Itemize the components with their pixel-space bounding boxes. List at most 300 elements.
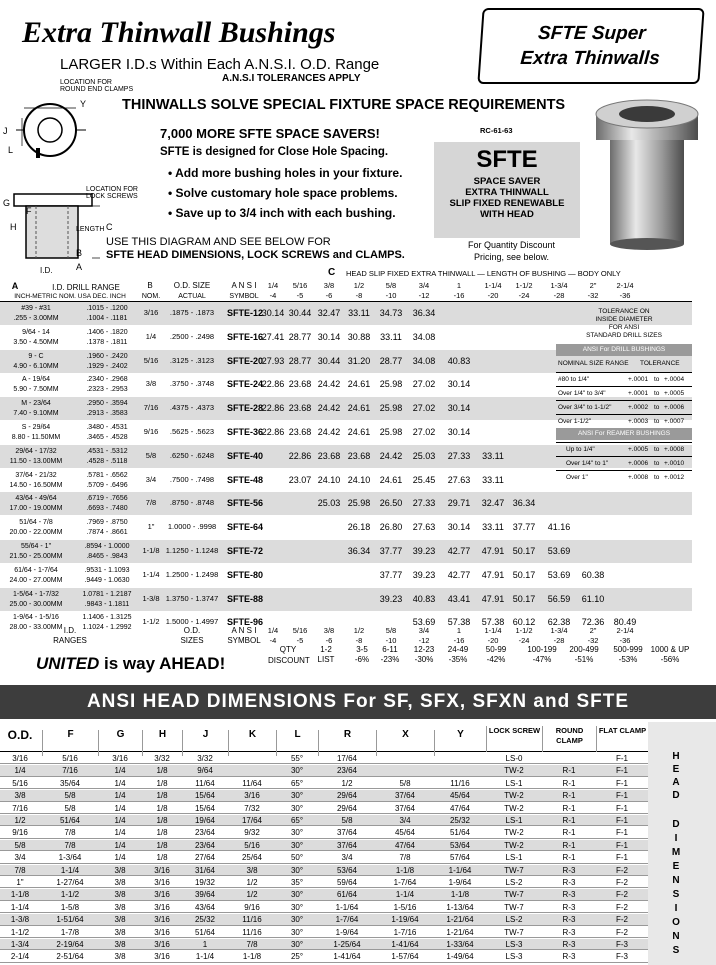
footer-length-col-1: 5/16 -5 xyxy=(292,626,308,645)
head-dim-cell: 5/16 xyxy=(62,754,78,763)
price-cell: 30.14 xyxy=(447,522,471,533)
head-dim-cell: 7/8 xyxy=(64,840,76,850)
head-dim-cell: 9/32 xyxy=(244,828,260,838)
head-dim-cell: 3/16 xyxy=(154,915,170,925)
head-dim-cell: 9/64 xyxy=(197,766,213,776)
head-dim-cell: 1-1/8 xyxy=(395,865,415,875)
price-cell: 26.50 xyxy=(379,498,403,509)
head-dim-cell: 51/64 xyxy=(449,828,471,838)
length-col-2: 3/8 -6 xyxy=(323,281,335,300)
price-cell: 30.88 xyxy=(347,331,371,342)
head-dim-cell: LS-3 xyxy=(505,952,523,962)
ansi-tolerance-note: A.N.S.I TOLERANCES APPLY xyxy=(222,73,361,84)
price-cell: 30.14 xyxy=(447,427,471,437)
footer-length-col-3: 1/2 -8 xyxy=(353,626,365,645)
tol-low: +.0002 xyxy=(628,404,649,411)
price-cell: 60.38 xyxy=(581,569,605,580)
price-cell: 24.61 xyxy=(347,403,371,414)
b-nominal: 1-1/2 xyxy=(142,617,160,627)
head-dim-cell: F-3 xyxy=(616,940,628,949)
head-dim-cell: TW-7 xyxy=(504,890,524,900)
footer-length-col-11: 2-1/4 -36 xyxy=(616,626,634,645)
price-cell: 24.10 xyxy=(347,474,371,485)
head-dim-cell: 1-49/64 xyxy=(446,952,474,962)
head-dim-cell: 3/16 xyxy=(112,754,128,763)
tol-to: to xyxy=(654,376,660,383)
od-actual: .8750 - .8748 xyxy=(169,498,215,508)
footer-length-col-7: 1-1/4 -20 xyxy=(484,626,502,645)
price-cell: 56.59 xyxy=(547,593,571,604)
od-actual: 1.0000 - .9998 xyxy=(167,522,217,532)
head-dim-cell: 53/64 xyxy=(449,840,471,850)
head-dim-cell: 1-19/64 xyxy=(391,915,419,925)
price-cell: 30.44 xyxy=(288,308,312,318)
b-nominal: 1/4 xyxy=(145,331,157,341)
discount-col: 12-23 -30% xyxy=(413,645,435,664)
head-dim-cell: 11/16 xyxy=(242,915,262,925)
head-dim-cell: 1/2 xyxy=(341,778,353,788)
head-dim-cell: 30° xyxy=(290,890,304,900)
discount-table xyxy=(268,645,692,669)
tol-low: +.0005 xyxy=(628,446,649,453)
col-inch-header: INCH-METRIC NOM. USA DEC. INCH xyxy=(14,293,126,300)
head-dim-cell: R-1 xyxy=(562,778,576,788)
head-dim-cell: F-1 xyxy=(616,803,628,813)
discount-col: 100-199 -47% xyxy=(527,645,557,664)
head-dim-cell: 59/64 xyxy=(336,878,358,887)
head-dim-cell: 50° xyxy=(290,853,304,863)
head-dim-cell: 3/8 xyxy=(114,890,126,900)
od-actual: .5625 - .5623 xyxy=(169,427,215,436)
head-dim-cell: 1/8 xyxy=(156,766,168,776)
head-dim-cell: 37/64 xyxy=(336,840,358,850)
dim-id: I.D. xyxy=(40,266,53,275)
dim-y: Y xyxy=(80,99,87,109)
dim-l: L xyxy=(8,145,14,155)
price-cell: 47.91 xyxy=(481,569,505,580)
head-dim-cell: 1" xyxy=(16,878,24,887)
price-cell: 28.77 xyxy=(288,331,312,342)
head-dim-cell: 3/8 xyxy=(246,865,258,875)
length-col-8: 1-1/2 -24 xyxy=(515,281,533,300)
tol-high: +.0004 xyxy=(664,376,685,383)
head-dim-cell: 1-1/4 xyxy=(195,952,215,962)
drill-range-letter: 61/64 - 1-7/64 24.00 - 27.00MM xyxy=(9,566,63,584)
head-dim-cell: 5/8 xyxy=(399,778,411,788)
head-dim-cell: LS-1 xyxy=(505,778,523,788)
price-cell: 57.38 xyxy=(481,617,505,628)
reamer-tolerance-row xyxy=(556,442,692,455)
side-label xyxy=(648,722,716,965)
head-dim-cell: 5/16 xyxy=(12,778,28,788)
b-nominal: 1-1/4 xyxy=(142,569,160,579)
head-dim-cell: 2-51/64 xyxy=(56,952,84,962)
price-cell: 27.33 xyxy=(412,498,436,509)
price-cell: 24.10 xyxy=(317,474,341,485)
page-title: Extra Thinwall Bushings xyxy=(22,16,336,49)
head-dim-cell: 1-9/64 xyxy=(448,878,472,887)
footer-length-col-6: 1 -16 xyxy=(453,626,465,645)
head-dim-cell: R-3 xyxy=(562,915,576,925)
price-cell: 30.14 xyxy=(261,308,285,318)
loc-round-label2: ROUND END CLAMPS xyxy=(60,86,134,93)
head-dim-cell: 37/64 xyxy=(336,828,358,838)
footer-length-col-10: 2" -32 xyxy=(587,626,599,645)
head-dim-cell: 30° xyxy=(290,840,304,850)
head-dim-row xyxy=(0,877,648,888)
drill-range-decimal: .7969 - .8750 .7874 - .8661 xyxy=(86,519,128,537)
head-dim-cell: LS-3 xyxy=(505,940,523,949)
head-dim-cell: R-1 xyxy=(562,853,576,863)
sfte-info-box xyxy=(434,142,580,238)
head-dim-cell: 1/4 xyxy=(114,778,126,788)
loc-lock-label2: LOCK SCREWS xyxy=(86,193,138,200)
drill-range-decimal: 1.1406 - 1.3125 1.1024 - 1.2992 xyxy=(82,614,132,632)
tol-range: Over 1" xyxy=(566,474,588,481)
drill-range-letter: 9/64 - 14 3.50 - 4.50MM xyxy=(13,328,59,346)
ansi-symbol: SFTE-28 xyxy=(226,403,263,414)
length-col-10: 2" -32 xyxy=(587,281,599,300)
head-dim-cell: 31/64 xyxy=(194,865,216,875)
promo-bullet-1: • Add more bushing holes in your fixture. xyxy=(168,166,403,180)
head-dim-cell: 1-27/64 xyxy=(56,878,84,887)
head-dim-cell: 7/8 xyxy=(246,940,258,949)
head-dim-cell: 25/32 xyxy=(194,915,216,925)
head-dim-cell: 19/64 xyxy=(194,816,216,825)
c-label: C xyxy=(328,267,336,278)
col-b-header: B xyxy=(147,281,153,290)
b-nominal: 7/16 xyxy=(143,403,159,413)
price-cell: 24.61 xyxy=(347,379,371,390)
price-cell: 24.42 xyxy=(317,379,341,390)
head-dim-cell: 15/64 xyxy=(194,803,216,813)
head-dim-cell: 1-1/8 xyxy=(242,952,262,962)
price-cell: 23.68 xyxy=(288,427,312,437)
head-dim-cell: TW-7 xyxy=(504,902,524,912)
head-dim-cell: 1/4 xyxy=(114,840,126,850)
head-dim-cell: 1-7/8 xyxy=(60,927,80,937)
od-actual: 1.5000 - 1.4997 xyxy=(165,617,219,627)
head-dim-cell: 3/8 xyxy=(114,927,126,937)
discount-col: 6-11 -23% xyxy=(380,645,400,664)
price-cell: 36.34 xyxy=(347,546,371,556)
dim-j: J xyxy=(3,126,8,136)
head-col-header: G xyxy=(98,730,142,756)
head-dim-cell: 3/4 xyxy=(399,816,411,825)
head-dim-cell: 23/64 xyxy=(194,840,216,850)
price-cell: 25.98 xyxy=(379,403,403,414)
drill-range-decimal: .5781 - .6562 .5709 - .6496 xyxy=(86,471,128,489)
col-symbol-header: SYMBOL xyxy=(229,293,259,300)
b-nominal: 1-3/8 xyxy=(142,593,160,603)
head-dim-cell: 1-41/64 xyxy=(333,952,361,962)
head-dim-cell: 39/64 xyxy=(194,890,216,900)
head-dim-cell: F-2 xyxy=(616,865,628,875)
side-dimensions-word: D I M E N S I O N S xyxy=(671,819,681,956)
head-dim-cell: 1-7/64 xyxy=(335,915,359,925)
ansi-symbol: SFTE-80 xyxy=(226,569,263,580)
drill-tolerance-row xyxy=(556,400,692,413)
price-cell: 39.23 xyxy=(412,546,436,556)
sfte-line3: SLIP FIXED RENEWABLE xyxy=(449,198,565,209)
price-cell: 53.69 xyxy=(547,546,571,556)
price-cell: 40.83 xyxy=(412,593,436,604)
head-dim-cell: TW-2 xyxy=(504,791,524,801)
tol-to: to xyxy=(654,418,660,425)
ansi-symbol: SFTE-12 xyxy=(226,308,263,318)
head-dim-row xyxy=(0,840,648,851)
dim-f: F xyxy=(26,206,32,216)
head-dim-cell: 51/64 xyxy=(59,816,81,825)
length-col-0: 1/4 -4 xyxy=(267,281,279,300)
tol-range: Up to 1/4" xyxy=(566,446,595,453)
footer-ansi: A N S I xyxy=(231,626,257,635)
price-cell: 25.03 xyxy=(317,498,341,509)
price-cell: 34.08 xyxy=(412,331,436,342)
head-col-header: H xyxy=(142,730,182,756)
head-dim-cell: 1/8 xyxy=(156,778,168,788)
head-col-header: R xyxy=(318,730,376,756)
head-dim-cell: 1-21/64 xyxy=(446,915,474,925)
dim-b: B xyxy=(76,248,83,258)
head-dim-cell: 2-19/64 xyxy=(56,940,84,949)
price-cell: 33.11 xyxy=(482,474,504,485)
product-tag xyxy=(477,8,704,84)
spec-row xyxy=(0,564,692,587)
tol-to: to xyxy=(654,404,660,411)
drill-range-letter: 43/64 - 49/64 17.00 - 19.00MM xyxy=(9,495,63,513)
head-col-header: J xyxy=(182,730,228,756)
tol-col-range: NOMINAL SIZE RANGE xyxy=(558,360,629,367)
side-head-word: H E A D xyxy=(672,751,680,801)
head-dim-cell: F-1 xyxy=(616,754,628,763)
head-dim-cell: 3/16 xyxy=(12,754,28,763)
tol-low: +.0006 xyxy=(628,460,649,467)
price-cell: 23.68 xyxy=(347,450,371,461)
ansi-symbol: SFTE-40 xyxy=(226,450,263,461)
length-col-7: 1-1/4 -20 xyxy=(484,281,502,300)
head-dim-row xyxy=(0,827,648,838)
head-dim-cell: 3/4 xyxy=(341,853,353,863)
price-cell: 27.63 xyxy=(447,474,471,485)
head-dim-cell: 3/4 xyxy=(14,853,26,863)
subtitle: LARGER I.D.s Within Each A.N.S.I. O.D. Range xyxy=(60,56,380,73)
head-dim-cell: 61/64 xyxy=(336,890,358,900)
head-dim-cell: 17/64 xyxy=(336,754,358,763)
head-dim-cell: 3/16 xyxy=(154,890,170,900)
b-nominal: 5/8 xyxy=(145,450,157,460)
head-dim-cell: 7/16 xyxy=(12,803,28,813)
head-dim-cell: 30° xyxy=(290,803,304,813)
od-actual: .3750 - .3748 xyxy=(169,379,215,389)
length-col-3: 1/2 -8 xyxy=(353,281,365,300)
tol-col-header xyxy=(556,358,692,370)
tol-drill-header: ANSI For DRILL BUSHINGS xyxy=(556,344,692,356)
head-dim-cell: 23/64 xyxy=(336,766,358,776)
head-dim-cell: 35° xyxy=(290,878,304,887)
dim-c: C xyxy=(106,222,113,232)
promo-heading: 7,000 MORE SFTE SPACE SAVERS! xyxy=(160,126,380,141)
od-actual: .3125 - .3123 xyxy=(169,355,215,365)
head-dim-cell: 3/8 xyxy=(114,940,126,949)
price-cell: 72.36 xyxy=(581,617,605,628)
head-dim-cell: R-3 xyxy=(562,940,576,949)
drill-range-decimal: .9531 - 1.1093 .9449 - 1.0630 xyxy=(84,566,130,584)
od-actual: 1.3750 - 1.3747 xyxy=(165,593,219,603)
head-dim-cell: 3/16 xyxy=(154,952,170,962)
drill-range-letter: M - 23/64 7.40 - 9.10MM xyxy=(13,400,59,418)
head-dim-cell: 11/64 xyxy=(195,778,215,788)
reamer-tolerance-row xyxy=(556,456,692,469)
head-dim-cell: 29/64 xyxy=(336,791,358,801)
head-dim-cell: 23/64 xyxy=(194,828,216,838)
price-cell: 26.80 xyxy=(379,522,403,533)
b-nominal: 3/16 xyxy=(143,308,159,317)
b-nominal: 7/8 xyxy=(145,498,157,508)
head-dim-cell: F-1 xyxy=(616,828,628,838)
b-nominal: 3/8 xyxy=(145,379,157,389)
head-col-header: LOCK SCREW xyxy=(486,726,542,752)
discount-col: 200-499 -51% xyxy=(569,645,599,664)
ansi-symbol: SFTE-56 xyxy=(226,498,263,509)
price-cell: 24.42 xyxy=(317,403,341,414)
price-cell: 24.61 xyxy=(347,427,371,437)
head-dim-cell: 7/8 xyxy=(64,828,76,838)
head-col-header: K xyxy=(228,730,276,756)
head-dim-cell: 37/64 xyxy=(394,791,416,801)
head-dim-cell: 27/64 xyxy=(194,853,216,863)
head-dim-cell: 43/64 xyxy=(194,902,216,912)
col-actual-header: ACTUAL xyxy=(178,293,206,300)
tol-high: +.0008 xyxy=(664,446,685,453)
footer-symbol: SYMBOL xyxy=(227,636,261,645)
use-diagram-line1: USE THIS DIAGRAM AND SEE BELOW FOR xyxy=(106,236,331,248)
length-col-4: 5/8 -10 xyxy=(385,281,397,300)
price-cell: 36.34 xyxy=(512,498,536,509)
head-dim-cell: 1-3/64 xyxy=(58,853,82,863)
discount-col: 24-49 -35% xyxy=(447,645,469,664)
head-col-header: ROUND CLAMP xyxy=(542,726,596,752)
footer-od: O.D. xyxy=(183,626,201,635)
head-dim-cell: 3/32 xyxy=(154,754,170,763)
price-cell: 53.69 xyxy=(547,569,571,580)
price-cell: 27.02 xyxy=(412,403,436,414)
drill-range-decimal: .1960 - .2420 .1929 - .2402 xyxy=(86,352,128,370)
ansi-symbol: SFTE-24 xyxy=(226,379,263,390)
head-dim-cell: 7/16 xyxy=(62,766,78,776)
col-idr-header: I.D. DRILL RANGE xyxy=(52,283,120,292)
price-cell: 30.44 xyxy=(317,355,341,366)
price-cell: 50.17 xyxy=(512,593,536,604)
head-dim-cell: 7/8 xyxy=(399,853,411,863)
use-diagram-line2: SFTE HEAD DIMENSIONS, LOCK SCREWS and CLAMPS. xyxy=(106,249,405,261)
head-dim-row xyxy=(0,753,648,764)
head-dim-cell: F-2 xyxy=(616,915,628,925)
length-col-1: 5/16 -5 xyxy=(292,281,308,300)
head-dim-cell: 30° xyxy=(290,791,304,801)
ansi-symbol: SFTE-96 xyxy=(226,617,263,628)
head-dim-cell: 3/16 xyxy=(154,927,170,937)
price-cell: 23.68 xyxy=(288,403,312,414)
head-dim-cell: 1-1/64 xyxy=(448,865,472,875)
price-cell: 62.38 xyxy=(547,617,571,628)
price-cell: 33.11 xyxy=(482,450,504,461)
head-dim-cell: 3/16 xyxy=(154,878,170,887)
drill-range-letter: 1-9/64 - 1-5/16 28.00 - 33.00MM xyxy=(9,614,63,632)
head-dim-cell: F-1 xyxy=(616,791,628,801)
dim-h: H xyxy=(10,222,17,232)
col-bnom-header: NOM. xyxy=(141,293,161,300)
tol-low: +.0001 xyxy=(628,390,649,397)
footer-id: I.D. xyxy=(63,626,77,635)
price-cell: 42.77 xyxy=(447,569,471,580)
head-dim-cell: R-3 xyxy=(562,878,576,887)
length-label: LENGTH xyxy=(76,226,105,233)
tol-range: #80 to 1/4" xyxy=(558,376,590,383)
head-dim-cell: 25/32 xyxy=(449,816,471,825)
head-dim-cell: 5/8 xyxy=(64,791,76,801)
price-cell: 25.03 xyxy=(412,450,436,461)
price-cell: 43.41 xyxy=(447,593,471,604)
price-cell: 37.77 xyxy=(512,522,536,533)
head-dim-cell: LS-2 xyxy=(505,915,523,925)
price-cell: 50.17 xyxy=(512,546,536,556)
drill-range-letter: S - 29/64 8.80 - 11.50MM xyxy=(11,424,61,441)
ahead-slogan: UNITED is way AHEAD! xyxy=(36,654,226,673)
head-dim-cell: 7/32 xyxy=(244,803,260,813)
head-dim-cell: 1 xyxy=(202,940,208,949)
head-dim-cell: 25° xyxy=(290,952,304,962)
price-cell: 30.14 xyxy=(447,403,471,414)
discount-col: 50-99 -42% xyxy=(485,645,507,664)
length-col-5: 3/4 -12 xyxy=(418,281,430,300)
head-dim-cell: 1/8 xyxy=(156,803,168,813)
head-col-header: F xyxy=(42,730,98,756)
head-dim-cell: 30° xyxy=(290,915,304,925)
spec-row xyxy=(0,492,692,515)
head-dim-cell: 1-1/4 xyxy=(10,902,30,912)
tol-high: +.0010 xyxy=(664,460,685,467)
od-actual: .4375 - .4373 xyxy=(169,403,215,413)
tol-title-2: INSIDE DIAMETER xyxy=(595,316,653,323)
price-cell: 57.38 xyxy=(447,617,471,628)
drill-range-decimal: .6719 - .7656 .6693 - .7480 xyxy=(86,495,128,513)
head-dim-cell: 53/64 xyxy=(336,865,358,875)
tol-low: +.0008 xyxy=(628,474,649,481)
head-dim-cell: R-1 xyxy=(562,816,576,825)
head-dim-cell: 2-1/4 xyxy=(10,952,30,962)
head-dim-cell: 3/8 xyxy=(114,865,126,875)
quantity-note-2: Pricing, see below. xyxy=(474,252,550,262)
b-nominal: 1-1/8 xyxy=(142,546,160,555)
head-dim-cell: 1-1/2 xyxy=(60,890,80,900)
price-cell: 25.98 xyxy=(379,427,403,437)
head-dim-cell: 1-3/4 xyxy=(10,940,30,949)
price-cell: 30.14 xyxy=(447,379,471,390)
head-dim-cell: 1/8 xyxy=(156,840,168,850)
head-dim-cell: 1-41/64 xyxy=(391,940,419,949)
od-actual: .7500 - .7498 xyxy=(169,474,215,484)
tol-title-3: FOR ANSI xyxy=(608,324,640,331)
price-cell: 23.07 xyxy=(288,474,312,485)
length-col-11: 2-1/4 -36 xyxy=(616,281,634,300)
head-dim-cell: 1-7/16 xyxy=(393,927,417,937)
od-actual: .6250 - .6248 xyxy=(169,450,215,460)
footer-length-col-4: 5/8 -10 xyxy=(385,626,397,645)
ansi-symbol: SFTE-36 xyxy=(226,427,263,437)
drill-range-decimal: .8594 - 1.0000 .8465 - .9843 xyxy=(84,543,130,560)
head-dim-cell: 1/2 xyxy=(14,816,26,825)
